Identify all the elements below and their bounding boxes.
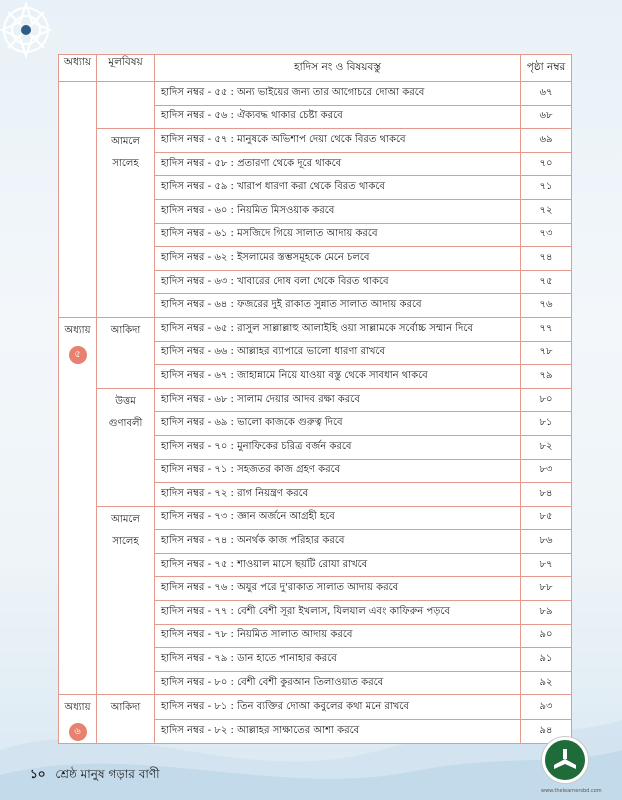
page-number: ৯৩ xyxy=(521,695,572,720)
topic-line: সালেহ xyxy=(112,158,139,170)
topic-cell-blank xyxy=(97,82,155,129)
footer-book-title: শ্রেষ্ঠ মানুষ গড়ার বাণী xyxy=(55,767,160,781)
hadith-entry: হাদিস নম্বর - ৬৪ : ফজরের দুই রাকাত সুন্নাত সালাত আদায় করবে xyxy=(155,294,521,318)
hadith-entry: হাদিস নম্বর - ৫৭ : মানুষকে অভিশাপ দেয়া থেকে বিরত থাকবে xyxy=(155,129,521,153)
hadith-entry: হাদিস নম্বর - ৮২ : আল্লাহর সাক্ষাতের আশা করবে xyxy=(155,719,521,744)
hadith-entry: হাদিস নম্বর - ৬৬ : আল্লাহর ব্যাপারে ভালো ধারণা রাখবে xyxy=(155,341,521,365)
table-row xyxy=(59,317,572,341)
hadith-entry: হাদিস নম্বর - ৭৮ : নিয়মিত সালাত আদায় করবে xyxy=(155,624,521,648)
page-footer xyxy=(30,766,160,786)
page-number: ৮৫ xyxy=(521,506,572,530)
chapter-6-cell xyxy=(59,695,97,744)
hadith-entry: হাদিস নম্বর - ৬৯ : ভালো কাজকে গুরুত্ব দিবে xyxy=(155,412,521,436)
chapter-5-cell xyxy=(59,317,97,695)
page-number: ৭৬ xyxy=(521,294,572,318)
page-number: ৯০ xyxy=(521,624,572,648)
topic-line: আমলে xyxy=(111,513,140,525)
page-number: ৯২ xyxy=(521,671,572,695)
hadith-entry: হাদিস নম্বর - ৭৭ : বেশী বেশী সূরা ইখলাস, যিলযাল এবং কাফিরুন পড়বে xyxy=(155,601,521,625)
hadith-entry: হাদিস নম্বর - ৬০ : নিয়মিত মিসওয়াক করবে xyxy=(155,199,521,223)
topic-akida: আকিদা xyxy=(97,317,155,388)
page-number: ৮৪ xyxy=(521,483,572,507)
hadith-entry: হাদিস নম্বর - ৭২ : রাগ নিয়ন্ত্রণ করবে xyxy=(155,483,521,507)
page-number: ৭৮ xyxy=(521,341,572,365)
hadith-entry: হাদিস নম্বর - ৫৫ : অন্য ভাইয়ের জন্য তার আগোচরে দোআ করবে xyxy=(155,82,521,106)
hadith-entry: হাদিস নম্বর - ৬৫ : রাসুল সাল্লাল্লাহু আলাইহি ওয়া সাল্লামকে সর্বোচ্চ সম্মান দিবে xyxy=(155,317,521,341)
hadith-entry: হাদিস নম্বর - ৮১ : তিন ব্যক্তির দোআ কবুলের কথা মনে রাখবে xyxy=(155,695,521,720)
page-number: ৭৭ xyxy=(521,317,572,341)
header-chapter: অধ্যায় xyxy=(59,55,97,82)
page-number: ৮৭ xyxy=(521,553,572,577)
topic-amale-saleh xyxy=(97,129,155,318)
topic-uttam-gunaboli xyxy=(97,388,155,506)
page-number: ৭২ xyxy=(521,199,572,223)
table-row xyxy=(59,388,572,412)
page-number: ৮৯ xyxy=(521,601,572,625)
page-number: ৬৯ xyxy=(521,129,572,153)
page-number: ৮১ xyxy=(521,412,572,436)
footer-page-number: ১০ xyxy=(30,767,46,781)
page-number: ৯১ xyxy=(521,648,572,672)
page-number: ৮৩ xyxy=(521,459,572,483)
hadith-entry: হাদিস নম্বর - ৬৭ : জাহান্নামে নিয়ে যাওয়া বস্তু থেকে সাবধান থাকবে xyxy=(155,365,521,389)
hadith-entry: হাদিস নম্বর - ৬৮ : সালাম দেয়ার আদব রক্ষা করবে xyxy=(155,388,521,412)
table-row xyxy=(59,82,572,106)
hadith-entry: হাদিস নম্বর - ৭০ : মুনাফিকের চরিত্র বর্জন করবে xyxy=(155,435,521,459)
hadith-entry: হাদিস নম্বর - ৭৪ : অনর্থক কাজ পরিহার করবে xyxy=(155,530,521,554)
page-number: ৯৪ xyxy=(521,719,572,744)
hadith-entry: হাদিস নম্বর - ৫৮ : প্রতারণা থেকে দূরে থাকবে xyxy=(155,152,521,176)
chapter-label: অধ্যায় xyxy=(64,324,91,336)
table-header-row xyxy=(59,55,572,82)
table-row xyxy=(59,506,572,530)
hadith-entry: হাদিস নম্বর - ৬১ : মসজিদে গিয়ে সালাত আদায় করবে xyxy=(155,223,521,247)
topic-line: আমলে xyxy=(111,136,140,148)
page-number: ৬৮ xyxy=(521,105,572,129)
chapter-number-badge: ৫ xyxy=(69,346,87,364)
header-page-number: পৃষ্ঠা নম্বর xyxy=(521,55,572,82)
page-number: ৭০ xyxy=(521,152,572,176)
page-number: ৮৬ xyxy=(521,530,572,554)
header-hadith-topic: হাদিস নং ও বিষয়বস্তু xyxy=(155,55,521,82)
topic-line: সালেহ xyxy=(112,535,139,547)
hadith-entry: হাদিস নম্বর - ৭৩ : জ্ঞান অর্জনে আগ্রহী হবে xyxy=(155,506,521,530)
hadith-entry: হাদিস নম্বর - ৭১ : সহজতর কাজ গ্রহণ করবে xyxy=(155,459,521,483)
hadith-entry: হাদিস নম্বর - ৭৯ : ডান হাতে পানাহার করবে xyxy=(155,648,521,672)
topic-amale-saleh xyxy=(97,506,155,695)
hadith-entry: হাদিস নম্বর - ৫৯ : খারাপ ধারণা করা থেকে বিরত থাকবে xyxy=(155,176,521,200)
page-number: ৮২ xyxy=(521,435,572,459)
page-number: ৭৫ xyxy=(521,270,572,294)
chapter-cell-blank xyxy=(59,82,97,318)
hadith-entry: হাদিস নম্বর - ৭৬ : অযুর পরে দু'রাকাত সালাত আদায় করবে xyxy=(155,577,521,601)
page-number: ৭৪ xyxy=(521,247,572,271)
hadith-entry: হাদিস নম্বর - ৮০ : বেশী বেশী কুরআন তিলাওয়াত করবে xyxy=(155,671,521,695)
page-number: ৭১ xyxy=(521,176,572,200)
page-number: ৮০ xyxy=(521,388,572,412)
ornament-corner xyxy=(0,0,64,72)
hadith-entry: হাদিস নম্বর - ৭৫ : শাওয়াল মাসে ছয়টি রোযা রাখবে xyxy=(155,553,521,577)
hadith-entry: হাদিস নম্বর - ৫৬ : ঐক্যবদ্ধ থাকার চেষ্টা করবে xyxy=(155,105,521,129)
topic-akida: আকিদা xyxy=(97,695,155,744)
publisher-logo-icon xyxy=(541,736,589,784)
contents-table xyxy=(58,54,572,744)
page-number: ৭৩ xyxy=(521,223,572,247)
topic-line: উত্তম xyxy=(115,395,136,407)
chapter-number-badge: ৬ xyxy=(69,723,87,741)
hadith-entry: হাদিস নম্বর - ৬২ : ইসলামের স্তম্ভসমূহকে মেনে চলবে xyxy=(155,247,521,271)
topic-line: গুণাবলী xyxy=(108,417,143,429)
header-main-topic: মূলবিষয় xyxy=(97,55,155,82)
watermark-site: www.thelearnersbd.com xyxy=(541,788,602,794)
page-number: ৭৯ xyxy=(521,365,572,389)
page-number: ৬৭ xyxy=(521,82,572,106)
table-row xyxy=(59,695,572,720)
hadith-entry: হাদিস নম্বর - ৬৩ : খাবারের দোষ বলা থেকে বিরত থাকবে xyxy=(155,270,521,294)
chapter-label: অধ্যায় xyxy=(64,702,91,714)
page-number: ৮৮ xyxy=(521,577,572,601)
table-row xyxy=(59,129,572,153)
